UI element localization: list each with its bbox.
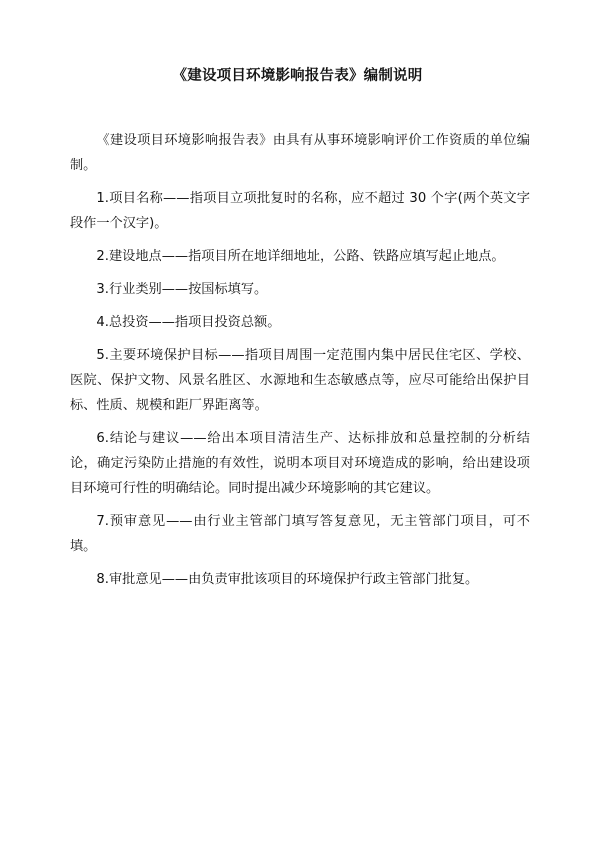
item-6-conclusions: 6.结论与建议——给出本项目清洁生产、达标排放和总量控制的分析结论，确定污染防止措施的有效性，说明本项目对环境造成的影响，给出建设项目环境可行性的明确结论。同时提出减少环境影响的其它建议。 (70, 431, 530, 496)
item-7-preliminary-review: 7.预审意见——由行业主管部门填写答复意见，无主管部门项目，可不填。 (70, 514, 530, 554)
item-3-industry-category: 3.行业类别——按国标填写。 (96, 282, 268, 297)
item-5-protection-targets: 5.主要环境保护目标——指项目周围一定范围内集中居民住宅区、学校、医院、保护文物、风景名胜区、水源地和生态敏感点等，应尽可能给出保护目标、性质、规模和距厂界距离等。 (70, 348, 530, 413)
document-body (70, 128, 530, 600)
intro-paragraph: 《建设项目环境影响报告表》由具有从事环境影响评价工作资质的单位编制。 (70, 133, 530, 173)
item-8-approval-opinion: 8.审批意见——由负责审批该项目的环境保护行政主管部门批复。 (96, 572, 479, 587)
item-2-location: 2.建设地点——指项目所在地详细地址，公路、铁路应填写起止地点。 (96, 249, 505, 264)
item-1-project-name: 1.项目名称——指项目立项批复时的名称，应不超过 30 个字(两个英文字段作一个汉字)。 (70, 191, 530, 231)
item-4-total-investment: 4.总投资——指项目投资总额。 (96, 315, 281, 330)
document-title: 《建设项目环境影响报告表》编制说明 (172, 68, 423, 84)
